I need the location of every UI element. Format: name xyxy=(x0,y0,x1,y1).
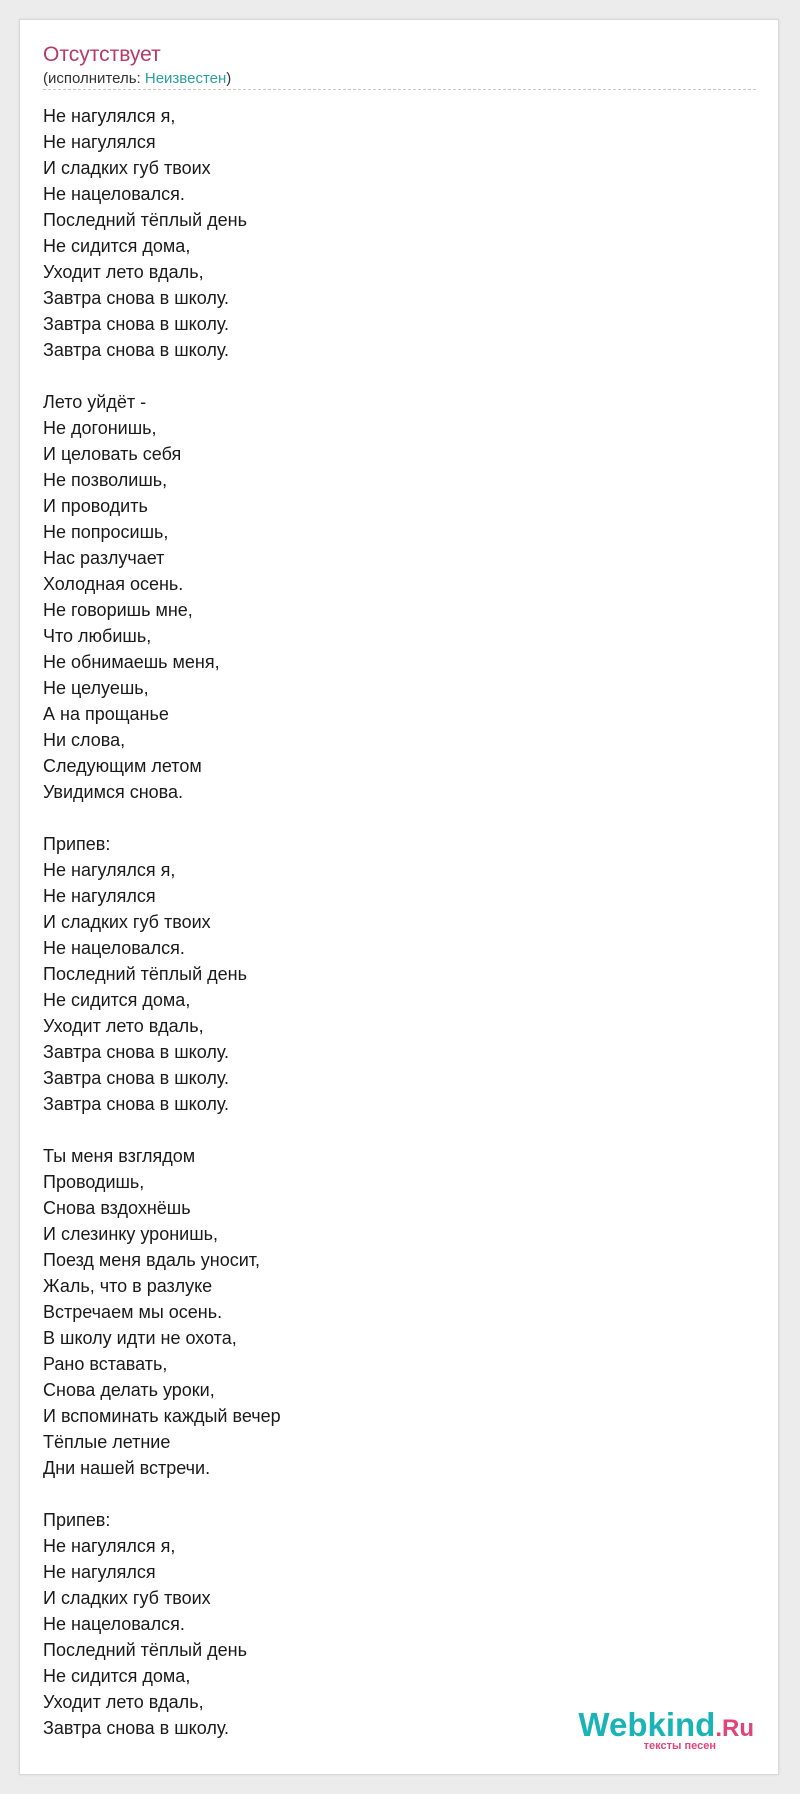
lyrics-line: Встречаем мы осень. xyxy=(43,1302,223,1322)
lyrics-line: Увидимся снова. xyxy=(43,782,184,802)
lyrics-line: Припев: xyxy=(43,834,111,854)
lyrics-line: Проводишь, xyxy=(43,1172,145,1192)
lyrics-line: И сладких губ твоих xyxy=(43,912,211,932)
lyrics-line: Тёплые летние xyxy=(43,1432,171,1452)
lyrics-line: В школу идти не охота, xyxy=(43,1328,237,1348)
performer-prefix: (исполнитель: xyxy=(43,70,145,87)
lyrics-line: Что любишь, xyxy=(43,626,152,646)
lyrics-line: Не нагулялся xyxy=(43,886,156,906)
lyrics-line: Нас разлучает xyxy=(43,548,165,568)
site-logo[interactable] xyxy=(554,1706,754,1756)
lyrics-line: А на прощанье xyxy=(43,704,169,724)
lyrics-line: Не нацеловался. xyxy=(43,1614,185,1634)
lyrics-line: Поезд меня вдаль уносит, xyxy=(43,1250,261,1270)
lyrics-line: Завтра снова в школу. xyxy=(43,1718,230,1738)
lyrics-line: Не целуешь, xyxy=(43,678,149,698)
lyrics-line: Не нагулялся я, xyxy=(43,1536,176,1556)
lyrics-stanza xyxy=(43,389,743,805)
lyrics-line: Припев: xyxy=(43,1510,111,1530)
song-header xyxy=(43,40,756,90)
lyrics-card xyxy=(19,19,779,1775)
lyrics-text xyxy=(43,103,743,1767)
lyrics-stanza xyxy=(43,103,743,363)
lyrics-line: Не попросишь, xyxy=(43,522,169,542)
lyrics-line: Уходит лето вдаль, xyxy=(43,1016,204,1036)
lyrics-line: Рано вставать, xyxy=(43,1354,168,1374)
lyrics-line: И проводить xyxy=(43,496,148,516)
performer-link[interactable]: Неизвестен xyxy=(144,70,227,87)
lyrics-line: Не сидится дома, xyxy=(43,1666,191,1686)
lyrics-line: Не нагулялся xyxy=(43,132,156,152)
logo-name: Webkind xyxy=(578,1706,716,1743)
lyrics-stanza xyxy=(43,1143,743,1481)
logo-domain: .Ru xyxy=(715,1715,754,1742)
lyrics-line: И целовать себя xyxy=(43,444,182,464)
lyrics-line: И слезинку уронишь, xyxy=(43,1224,219,1244)
lyrics-line: Не догонишь, xyxy=(43,418,157,438)
lyrics-line: Последний тёплый день xyxy=(43,1640,247,1660)
lyrics-line: И сладких губ твоих xyxy=(43,1588,211,1608)
lyrics-line: Не позволишь, xyxy=(43,470,168,490)
lyrics-line: Завтра снова в школу. xyxy=(43,1042,230,1062)
lyrics-line: Уходит лето вдаль, xyxy=(43,262,204,282)
lyrics-line: Завтра снова в школу. xyxy=(43,1094,230,1114)
lyrics-line: Дни нашей встречи. xyxy=(43,1458,211,1478)
song-title: Отсутствует xyxy=(43,43,161,66)
lyrics-line: Завтра снова в школу. xyxy=(43,340,230,360)
lyrics-line: Не нацеловался. xyxy=(43,938,185,958)
lyrics-line: Завтра снова в школу. xyxy=(43,288,230,308)
lyrics-line: Жаль, что в разлуке xyxy=(43,1276,213,1296)
lyrics-line: Завтра снова в школу. xyxy=(43,314,230,334)
lyrics-line: Лето уйдёт - xyxy=(43,392,147,412)
lyrics-line: Не сидится дома, xyxy=(43,236,191,256)
lyrics-line: Последний тёплый день xyxy=(43,210,247,230)
lyrics-line: Не сидится дома, xyxy=(43,990,191,1010)
lyrics-line: Не говоришь мне, xyxy=(43,600,193,620)
lyrics-line: Ни слова, xyxy=(43,730,126,750)
lyrics-line: Следующим летом xyxy=(43,756,202,776)
lyrics-line: Снова делать уроки, xyxy=(43,1380,215,1400)
performer-line xyxy=(43,70,756,88)
lyrics-line: Снова вздохнёшь xyxy=(43,1198,191,1218)
lyrics-line: И сладких губ твоих xyxy=(43,158,211,178)
lyrics-line: И вспоминать каждый вечер xyxy=(43,1406,281,1426)
lyrics-line: Не нагулялся я, xyxy=(43,860,176,880)
logo-tagline: тексты песен xyxy=(643,1740,716,1752)
lyrics-line: Не обнимаешь меня, xyxy=(43,652,220,672)
lyrics-line: Ты меня взглядом xyxy=(43,1146,196,1166)
lyrics-line: Завтра снова в школу. xyxy=(43,1068,230,1088)
lyrics-stanza xyxy=(43,831,743,1117)
lyrics-line: Не нагулялся xyxy=(43,1562,156,1582)
lyrics-line: Не нагулялся я, xyxy=(43,106,176,126)
lyrics-line: Последний тёплый день xyxy=(43,964,247,984)
lyrics-line: Не нацеловался. xyxy=(43,184,185,204)
lyrics-line: Уходит лето вдаль, xyxy=(43,1692,204,1712)
lyrics-line: Холодная осень. xyxy=(43,574,184,594)
performer-suffix: ) xyxy=(226,70,232,87)
